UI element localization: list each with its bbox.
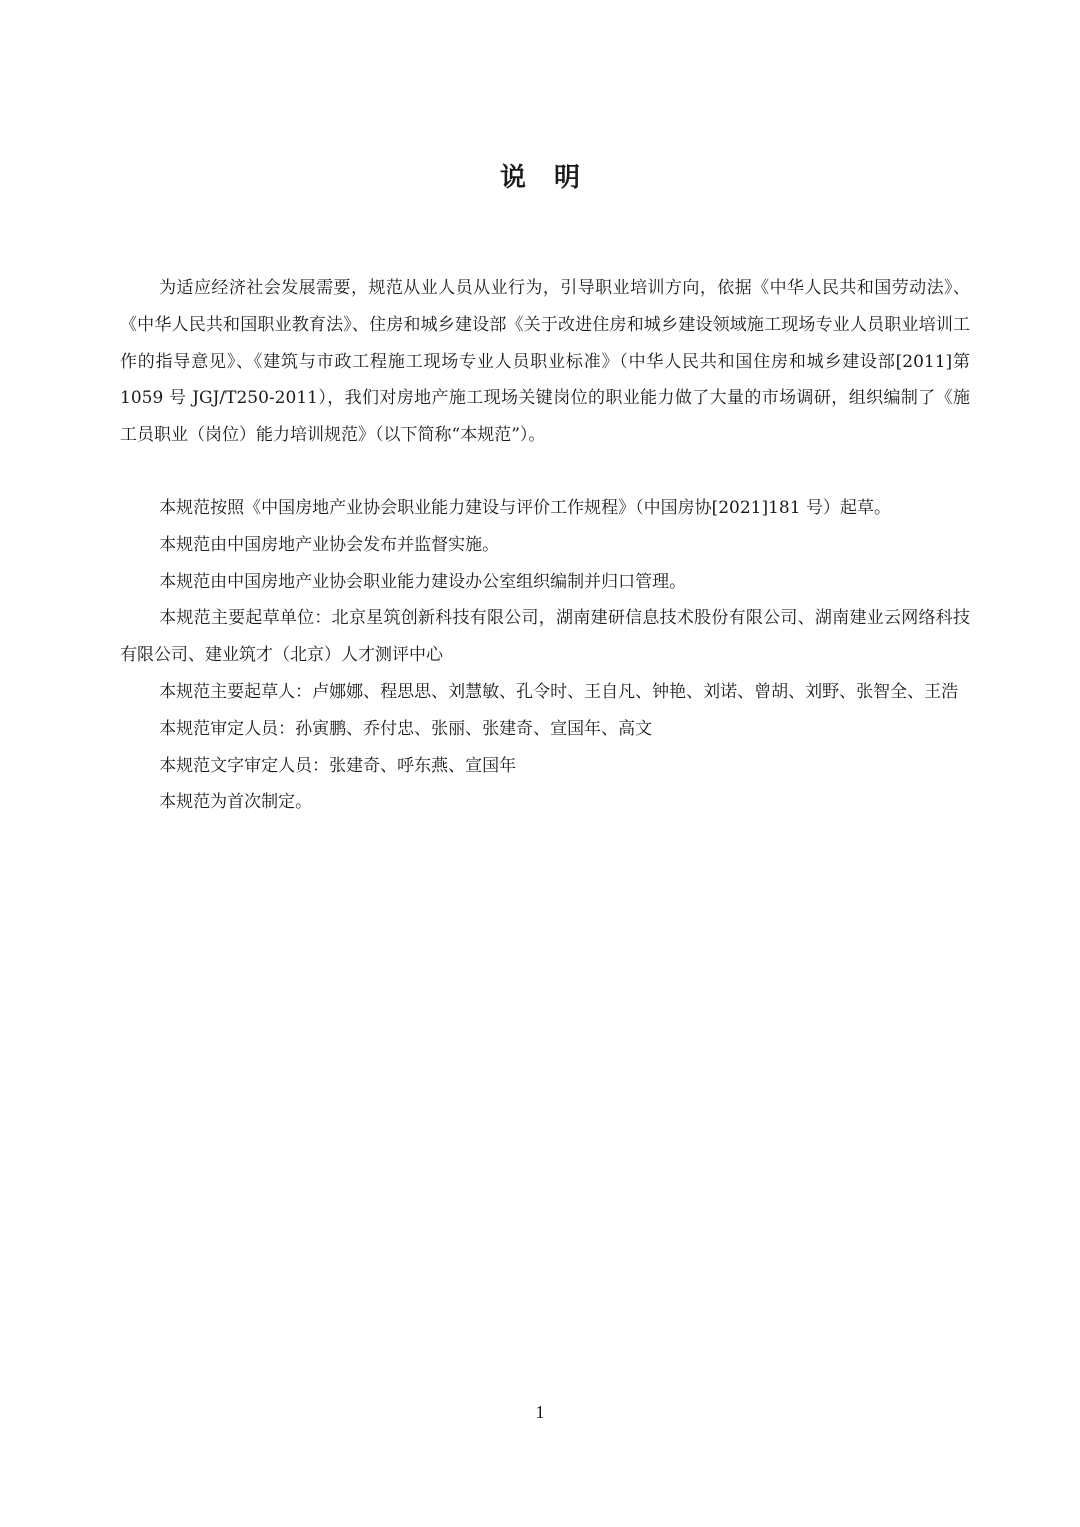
page-number: 1 [535, 1402, 545, 1422]
paragraph-publisher: 本规范由中国房地产业协会发布并监督实施。 [159, 534, 500, 555]
paragraph-drafting-basis: 本规范按照《中国房地产业协会职业能力建设与评价工作规程》（中国房协[2021]181 号）起草。 [159, 497, 891, 518]
page-title: 说明 [499, 163, 608, 193]
paragraph-text-reviewers: 本规范文字审定人员：张建奇、呼东燕、宣国年 [159, 755, 517, 776]
paragraph-first-edition: 本规范为首次制定。 [159, 792, 313, 813]
paragraph-reviewers: 本规范审定人员：孙寅鹏、乔付忠、张丽、张建奇、宣国年、高文 [159, 718, 653, 739]
paragraph-gap [120, 454, 970, 490]
paragraph-drafting-units: 本规范主要起草单位：北京星筑创新科技有限公司，湖南建研信息技术股份有限公司、湖南建业云网络科技有限公司、建业筑才（北京）人才测评中心 [120, 608, 970, 666]
paragraph-drafters: 本规范主要起草人：卢娜娜、程思思、刘慧敏、孔令时、王自凡、钟艳、刘诺、曾胡、刘野、张智全、王浩 [159, 681, 959, 702]
paragraph-purpose: 为适应经济社会发展需要，规范从业人员从业行为，引导职业培训方向，依据《中华人民共和国劳动法》、《中华人民共和国职业教育法》、住房和城乡建设部《关于改进住房和城乡建设领域施工现场专业人员职业培训工作的指导意见》、《建筑与市政工程施工现场专业人员职业标准》（中华人民共和国住房和城乡建设部[2011]第 1059 号 JGJ/T250-2011），我们对房地产施工现场关键岗位的职业能力做了大量的市场调研，组织编制了《施工员职业（岗位）能力培训规范》（以下简称“本规范”）。 [120, 278, 970, 446]
document-body [120, 270, 970, 821]
paragraph-management: 本规范由中国房地产业协会职业能力建设办公室组织编制并归口管理。 [159, 571, 687, 592]
